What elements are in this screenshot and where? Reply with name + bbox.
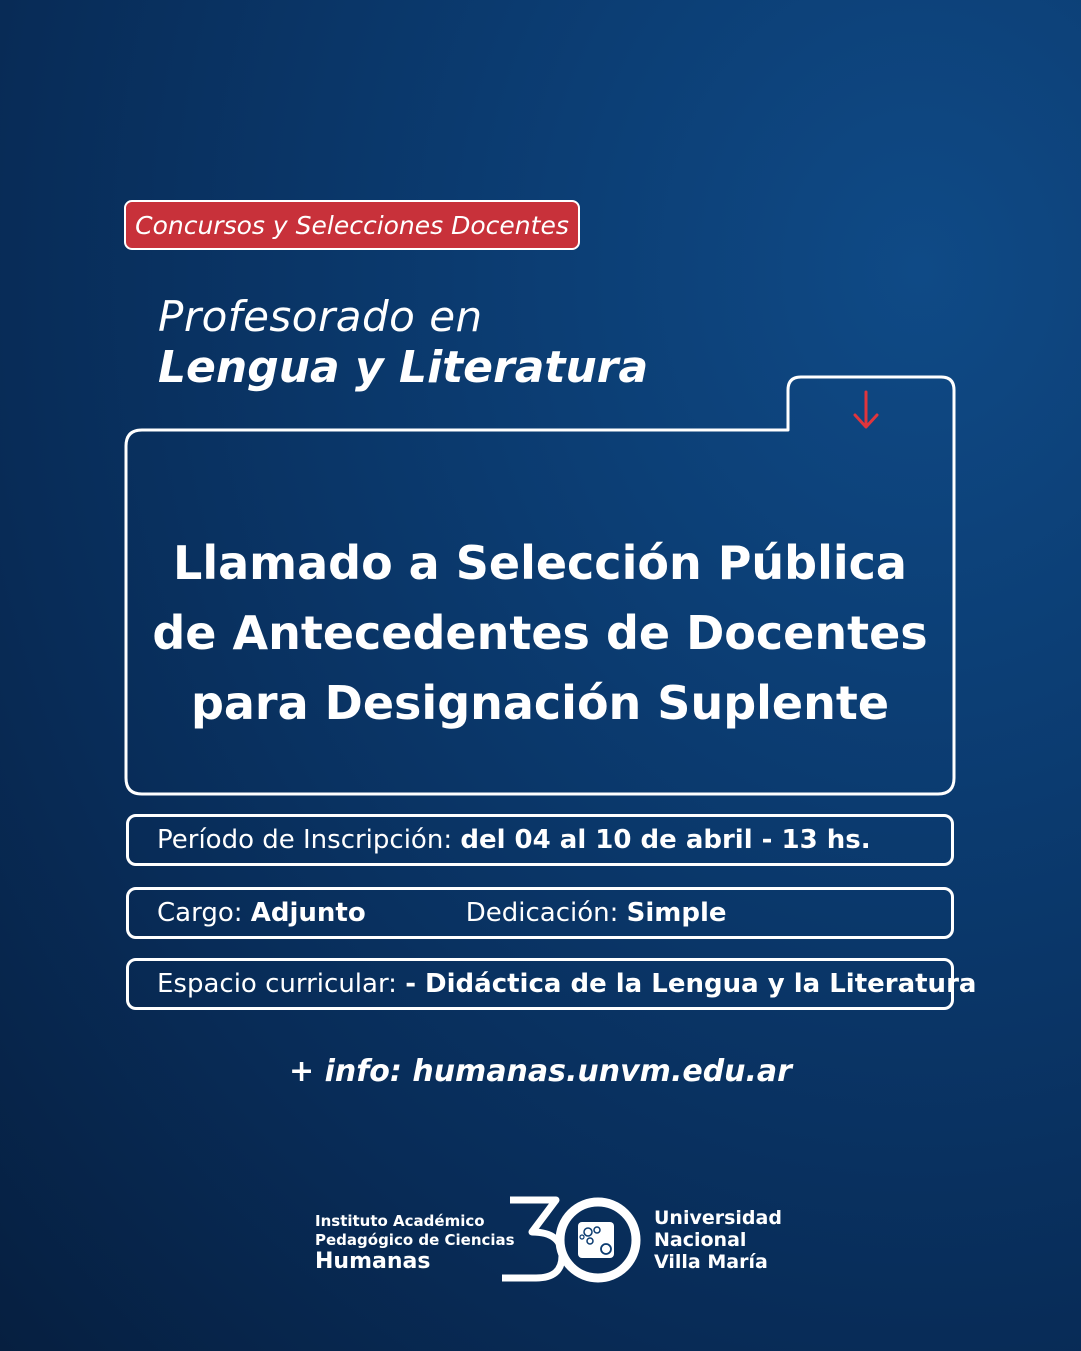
institute-line3: Humanas (315, 1249, 431, 1274)
main-title-line1: Llamado a Selección Pública (173, 536, 907, 590)
arrow-down-icon (855, 392, 877, 427)
institute-logo (315, 1212, 515, 1274)
category-badge-label: Concursos y Selecciones Docentes (135, 210, 569, 240)
dedicacion-value: Simple (626, 898, 727, 928)
main-title-line2: de Antecedentes de Docentes (152, 606, 928, 660)
registration-period-label: Período de Inscripción: (157, 825, 453, 855)
university-line2: Nacional (654, 1229, 747, 1251)
registration-period-value: del 04 al 10 de abril - 13 hs. (460, 825, 871, 855)
curricular-space-label: Espacio curricular: (157, 969, 397, 999)
university-line1: Universidad (654, 1207, 782, 1229)
cargo-label: Cargo: (157, 898, 243, 928)
anniversary-30-logo (498, 1190, 644, 1286)
curricular-space-value: - Didáctica de la Lengua y la Literatura (405, 969, 977, 999)
curricular-space-box (126, 958, 977, 1010)
university-logo (654, 1207, 782, 1273)
institute-line2: Pedagógico de Ciencias (315, 1231, 515, 1249)
more-info-link[interactable]: + info: humanas.unvm.edu.ar (289, 1054, 792, 1089)
registration-period-box (126, 814, 954, 866)
program-title-line2: Lengua y Literatura (158, 342, 649, 393)
main-title-line3: para Designación Suplente (190, 676, 890, 730)
position-box (126, 887, 954, 939)
program-title-line1: Profesorado en (158, 292, 483, 341)
cargo-value: Adjunto (250, 898, 366, 928)
main-title (140, 528, 940, 738)
university-line3: Villa María (654, 1251, 768, 1273)
dedicacion-label: Dedicación: (465, 898, 619, 928)
institute-line1: Instituto Académico (315, 1212, 485, 1230)
